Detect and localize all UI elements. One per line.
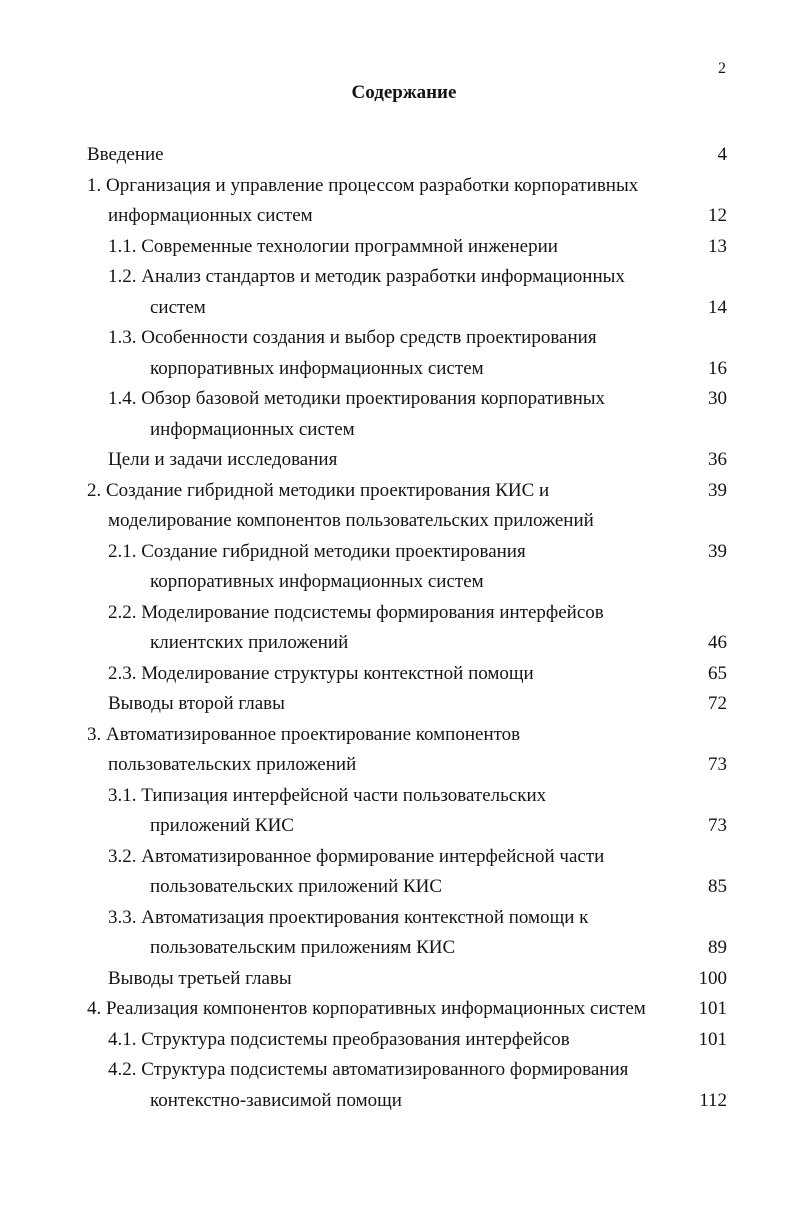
toc-entry-text: 1.2. Анализ стандартов и методик разработки информационных	[108, 266, 625, 287]
toc-entry-page: 13	[708, 235, 727, 257]
toc-entry-text: 3.1. Типизация интерфейсной части пользовательских	[108, 784, 547, 806]
toc-entry-text: 1.3. Особенности создания и выбор средств проектирования	[108, 327, 597, 348]
toc-entry	[0, 201, 794, 232]
toc-entry-text: 2.2. Моделирование подсистемы формирования интерфейсов	[108, 601, 604, 623]
toc-entry-text: 3.3. Автоматизация проектирования контекстной помощи к	[108, 906, 589, 928]
toc-entry-page: 100	[698, 967, 727, 989]
toc-entry	[0, 262, 794, 293]
toc-entry-text: Введение	[87, 144, 164, 165]
toc-entry-text: 2. Создание гибридной методики проектирования КИС и	[87, 479, 550, 501]
toc-entry-text: 2.3. Моделирование структуры контекстной помощи	[108, 662, 534, 684]
toc-entry-text: пользовательских приложений КИС	[150, 876, 443, 897]
toc-entry-text: корпоративных информационных систем	[150, 571, 484, 592]
toc-entry-text: 3.2. Автоматизированное формирование интерфейсной части	[108, 845, 605, 867]
toc-entry	[0, 598, 794, 629]
toc-entry	[0, 842, 794, 873]
page-number: 2	[718, 60, 726, 77]
toc-entry-page: 72	[708, 693, 727, 714]
toc-entry-text: 3. Автоматизированное проектирование компонентов	[87, 723, 521, 745]
toc-entry	[0, 720, 794, 751]
toc-entry	[0, 537, 794, 568]
toc-entry-text: 4.1. Структура подсистемы преобразования интерфейсов	[108, 1028, 570, 1050]
toc-entry-text: систем	[150, 296, 206, 318]
toc-entry-text: информационных систем	[108, 205, 313, 226]
toc-entry-text: Выводы третьей главы	[108, 967, 292, 989]
toc-entry-page: 36	[708, 449, 727, 470]
toc-entry	[0, 689, 794, 720]
toc-entry	[0, 933, 794, 964]
toc-entry-text: 1.1. Современные технологии программной инженерии	[108, 235, 558, 257]
table-of-contents	[0, 140, 794, 1116]
toc-entry-page: 73	[708, 815, 727, 836]
toc-entry-text: информационных систем	[150, 418, 355, 440]
toc-entry-page: 30	[708, 388, 727, 409]
toc-entry-text: 2.1. Создание гибридной методики проектирования	[108, 540, 526, 562]
toc-entry-page: 12	[708, 205, 727, 226]
page-title: Содержание	[351, 82, 457, 103]
toc-entry-text: моделирование компонентов пользовательских приложений	[108, 510, 594, 531]
toc-entry-page: 14	[708, 296, 727, 318]
toc-entry-text: 4. Реализация компонентов корпоративных информационных систем	[87, 998, 646, 1019]
toc-entry-text: 1. Организация и управление процессом разработки корпоративных	[87, 174, 639, 196]
toc-entry	[0, 1055, 794, 1086]
toc-entry	[0, 323, 794, 354]
toc-entry	[0, 994, 794, 1025]
toc-entry	[0, 171, 794, 202]
toc-entry-page: 101	[698, 1028, 727, 1050]
toc-entry	[0, 140, 794, 171]
toc-entry-text: Выводы второй главы	[108, 693, 285, 714]
toc-entry-page: 39	[708, 540, 727, 562]
toc-entry	[0, 445, 794, 476]
toc-entry	[0, 628, 794, 659]
toc-entry-page: 4	[717, 144, 727, 165]
toc-entry	[0, 567, 794, 598]
toc-entry-page: 65	[708, 662, 727, 684]
toc-entry	[0, 232, 794, 263]
toc-entry	[0, 811, 794, 842]
toc-entry	[0, 781, 794, 812]
toc-entry	[0, 750, 794, 781]
toc-entry	[0, 1086, 794, 1117]
toc-entry-page: 85	[708, 876, 727, 897]
toc-entry-text: 1.4. Обзор базовой методики проектирования корпоративных	[108, 388, 605, 409]
toc-entry-text: корпоративных информационных систем	[150, 357, 484, 379]
toc-entry-page: 89	[708, 937, 727, 958]
toc-entry-page: 112	[699, 1089, 727, 1111]
toc-entry	[0, 293, 794, 324]
toc-entry-text: пользовательским приложениям КИС	[150, 937, 456, 958]
toc-entry-text: контекстно-зависимой помощи	[150, 1089, 402, 1111]
toc-entry	[0, 354, 794, 385]
toc-entry	[0, 903, 794, 934]
toc-entry-page: 16	[708, 357, 727, 379]
toc-entry-text: приложений КИС	[150, 815, 294, 836]
toc-entry-text: Цели и задачи исследования	[108, 449, 338, 470]
toc-entry-page: 101	[698, 998, 727, 1019]
toc-entry-page: 39	[708, 479, 727, 501]
toc-entry-page: 46	[708, 632, 727, 653]
toc-entry-text: клиентских приложений	[150, 632, 349, 653]
toc-entry-text: 4.2. Структура подсистемы автоматизированного формирования	[108, 1059, 629, 1080]
toc-entry	[0, 872, 794, 903]
toc-entry	[0, 964, 794, 995]
toc-entry	[0, 384, 794, 415]
toc-entry	[0, 415, 794, 446]
toc-entry	[0, 659, 794, 690]
toc-entry	[0, 1025, 794, 1056]
toc-entry-text: пользовательских приложений	[108, 754, 357, 775]
toc-entry-page: 73	[708, 754, 727, 775]
toc-entry	[0, 476, 794, 507]
toc-entry	[0, 506, 794, 537]
